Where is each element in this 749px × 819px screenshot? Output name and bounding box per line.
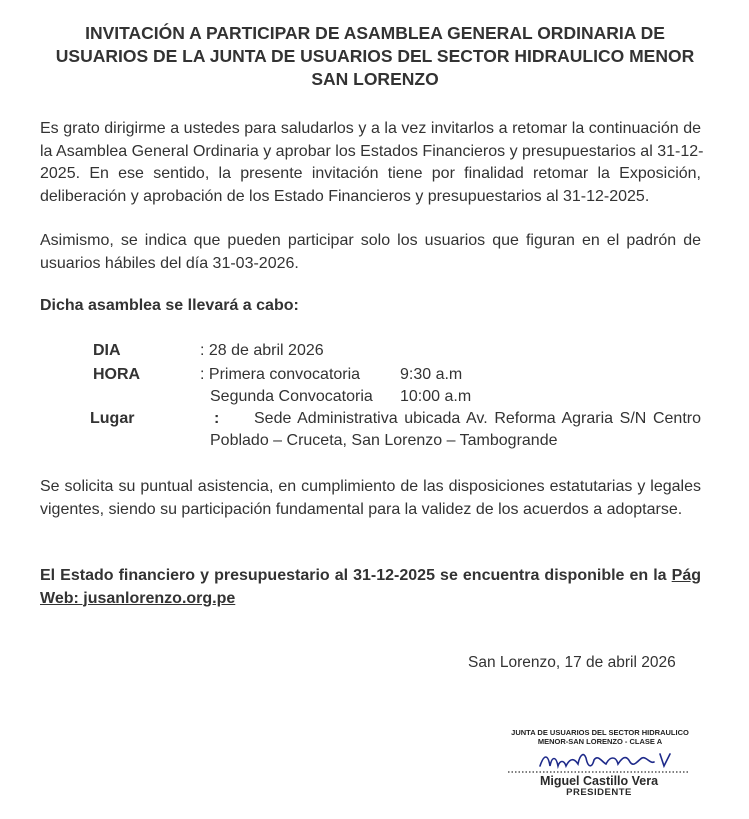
stamp-org-line: MENOR-SAN LORENZO - CLASE A bbox=[537, 737, 663, 746]
notice-text: El Estado financiero y presupuestario al 31-12-2025 se encuentra disponible en la bbox=[40, 567, 667, 584]
text-line: la Asamblea General Ordinaria y aprobar los Estados Financieros y presupuestarios al 31-12- bbox=[40, 142, 704, 160]
hour-label: HORA bbox=[93, 366, 141, 383]
title-line: USUARIOS DE LA JUNTA DE USUARIOS DEL SECTOR HIDRAULICO MENOR bbox=[55, 46, 695, 66]
stamp-org-line: JUNTA DE USUARIOS DEL SECTOR HIDRAULICO bbox=[511, 728, 689, 737]
website-link[interactable]: Pág bbox=[671, 567, 701, 584]
text-line: vigentes, siendo su participación fundamental para la validez de los acuerdos a adoptarse. bbox=[40, 500, 683, 518]
first-call-time: 9:30 a.m bbox=[400, 366, 463, 383]
venue-heading bbox=[40, 295, 701, 318]
first-call: : Primera convocatoria bbox=[200, 366, 361, 383]
text-line: Asimismo, se indica que pueden participar solo los usuarios que figuran en el padrón de bbox=[40, 232, 701, 249]
intro-paragraph bbox=[40, 118, 704, 208]
text-line: Se solicita su puntual asistencia, en cumplimiento de las disposiciones estatutarias y legales bbox=[40, 478, 701, 495]
website-link[interactable]: Web: jusanlorenzo.org.pe bbox=[40, 589, 236, 607]
day-label: DIA bbox=[93, 342, 121, 359]
text-line bbox=[40, 565, 701, 588]
place-value: Sede Administrativa ubicada Av. Reforma Agraria S/N Centro bbox=[254, 410, 701, 427]
place-label: Lugar bbox=[90, 410, 135, 427]
place-value-line2: Poblado – Cruceta, San Lorenzo – Tambogrande bbox=[210, 432, 558, 449]
second-call: Segunda Convocatoria bbox=[210, 388, 373, 405]
stamp-organization bbox=[510, 728, 690, 746]
attendance-paragraph bbox=[40, 476, 701, 521]
day-value: : 28 de abril 2026 bbox=[200, 342, 324, 359]
signer-name: Miguel Castillo Vera bbox=[539, 774, 659, 788]
signer-role: PRESIDENTE bbox=[566, 787, 632, 798]
eligibility-paragraph bbox=[40, 230, 701, 275]
text-line: Dicha asamblea se llevará a cabo: bbox=[40, 297, 299, 314]
text-line: deliberación y aprobación de los Estado Financieros y presupuestarios al 31-12-2025. bbox=[40, 187, 650, 205]
text-line bbox=[40, 588, 701, 611]
place-and-date: San Lorenzo, 17 de abril 2026 bbox=[468, 654, 676, 671]
second-call-time: 10:00 a.m bbox=[400, 388, 472, 405]
text-line: Es grato dirigirme a ustedes para saludarlos y a la vez invitarlos a retomar la continuación de bbox=[40, 120, 701, 137]
availability-notice bbox=[40, 565, 701, 610]
place-colon: : bbox=[214, 410, 220, 427]
text-line: 2025. En ese sentido, la presente invitación tiene por finalidad retomar la Exposición, bbox=[40, 165, 701, 182]
document-title bbox=[40, 22, 710, 91]
title-line: INVITACIÓN A PARTICIPAR DE ASAMBLEA GENERAL ORDINARIA DE bbox=[85, 23, 665, 43]
text-line: usuarios hábiles del día 31-03-2026. bbox=[40, 254, 299, 272]
title-line: SAN LORENZO bbox=[311, 69, 439, 89]
